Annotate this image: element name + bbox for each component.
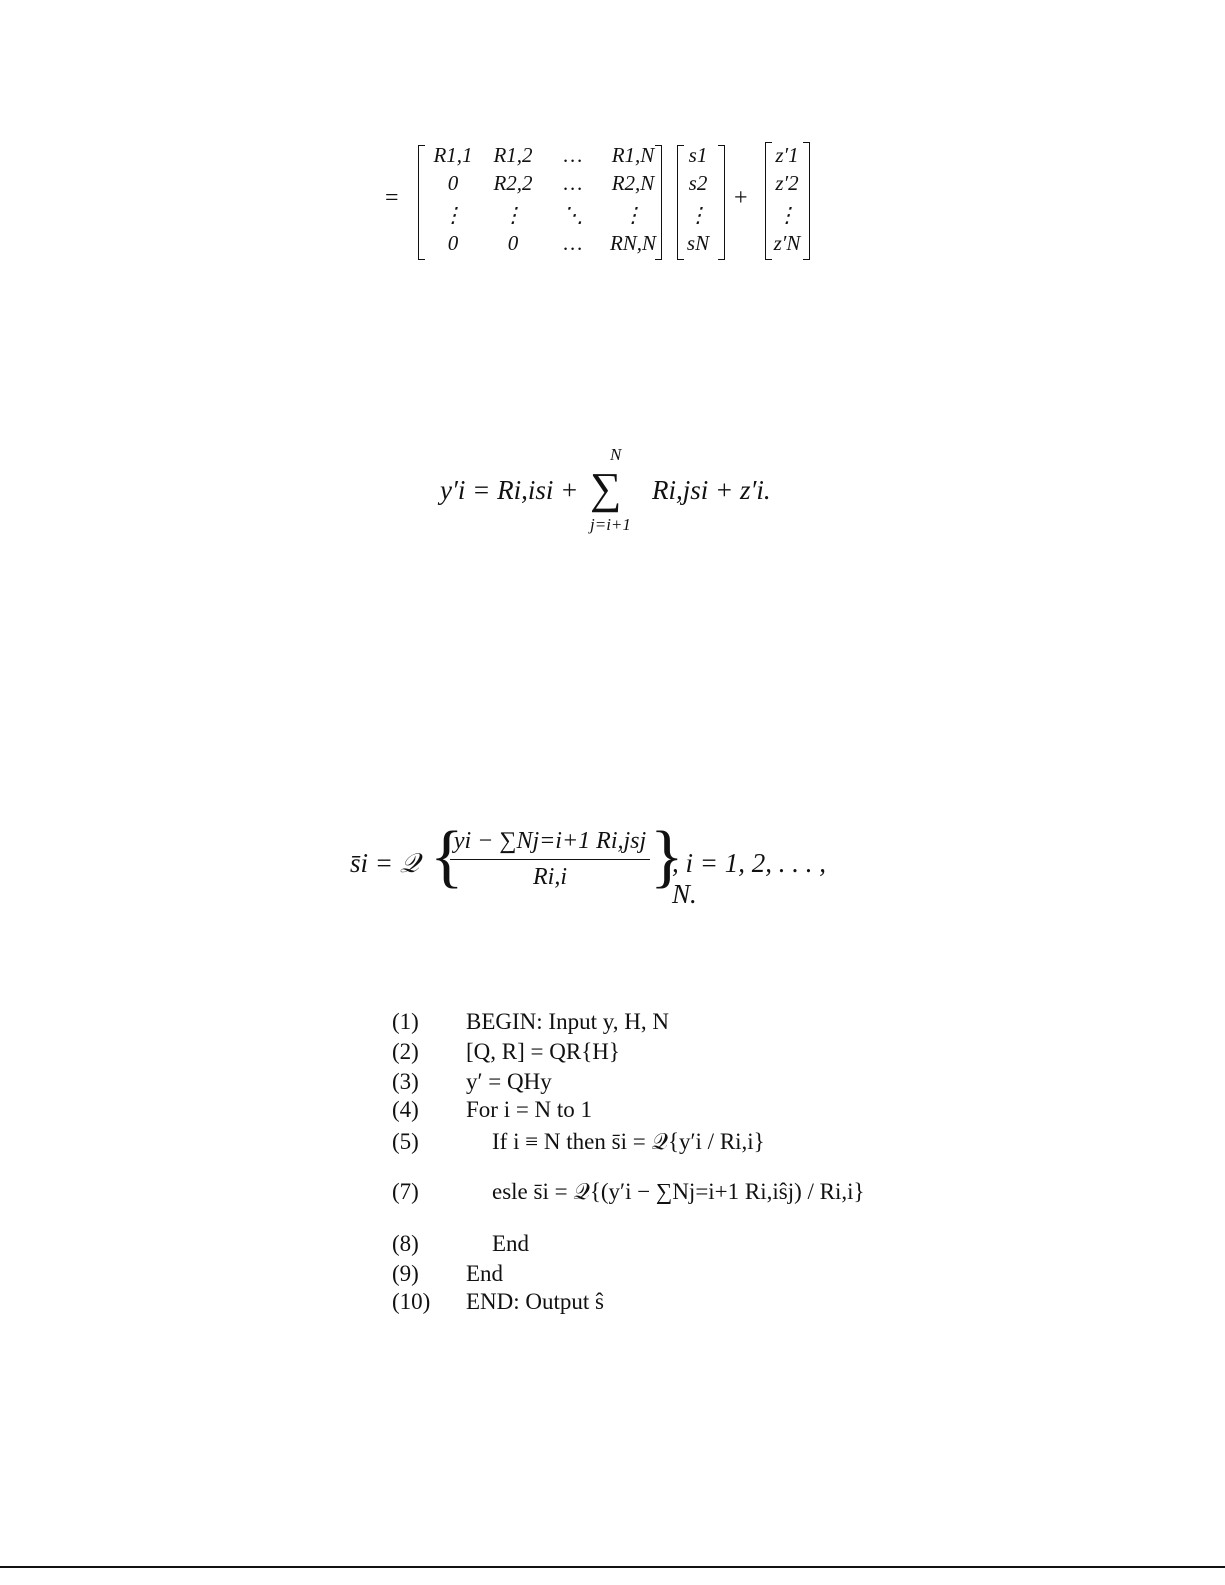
- quantizer-tail: , i = 1, 2, . . . , N.: [672, 848, 826, 909]
- z-vector-cell: z′2: [775, 171, 799, 195]
- algorithm-line-text: BEGIN: Input y, H, N: [466, 1009, 669, 1034]
- summation-symbol: ∑: [590, 464, 622, 513]
- quantizer-numerator: yi − ∑Nj=i+1 Ri,jsj: [450, 828, 650, 860]
- r-matrix-cell: R2,2: [493, 171, 533, 195]
- algorithm-line-number: (4): [392, 1097, 419, 1122]
- sum-equation-lhs: y′i = Ri,isi +: [440, 475, 579, 505]
- sum-equation-rhs: Ri,jsi + z′i.: [652, 475, 771, 505]
- r-matrix-cell: …: [563, 171, 583, 195]
- algorithm-line-number: (8): [392, 1231, 419, 1256]
- r-matrix-cell: R1,1: [433, 143, 473, 167]
- r-matrix-cell: …: [563, 231, 583, 255]
- sum-lower-limit: j=i+1: [590, 515, 631, 534]
- r-matrix-cell: ⋮: [622, 203, 644, 227]
- r-matrix-cell: R1,N: [611, 143, 655, 167]
- r-matrix-cell: RN,N: [609, 231, 657, 255]
- plus-sign: +: [734, 185, 748, 211]
- z-vector-cell: z′N: [773, 231, 801, 255]
- algorithm-line-number: (3): [392, 1069, 419, 1094]
- right-brace-symbol: }: [650, 818, 684, 895]
- s-vector-cell: s2: [688, 171, 708, 195]
- algorithm-line-text: For i = N to 1: [466, 1097, 593, 1122]
- z-vector-cell: z′1: [775, 143, 799, 167]
- algorithm-line-number: (1): [392, 1009, 419, 1034]
- quantizer-lhs: s̄i = 𝒬: [350, 848, 420, 878]
- s-vector-right-bracket: [718, 145, 725, 260]
- z-vector-right-bracket: [803, 142, 810, 260]
- s-vector-cell: s1: [688, 143, 708, 167]
- algorithm-line-number: (7): [392, 1179, 419, 1204]
- r-matrix-cell: ⋮: [442, 203, 464, 227]
- z-vector-cell: ⋮: [776, 203, 798, 227]
- algorithm-line-number: (9): [392, 1261, 419, 1286]
- r-matrix-cell: ⋱: [562, 203, 584, 227]
- sum-upper-limit: N: [610, 445, 622, 464]
- algorithm-line-number: (10): [392, 1289, 431, 1314]
- r-matrix-cell: 0: [507, 231, 519, 255]
- r-matrix-right-bracket: [655, 145, 662, 260]
- r-matrix: [423, 140, 663, 265]
- quantizer-fraction: [450, 828, 650, 891]
- algorithm-line-text: [Q, R] = QR{H}: [466, 1039, 620, 1064]
- r-matrix-cell: R2,N: [611, 171, 655, 195]
- algorithm-line-text: End: [492, 1231, 530, 1256]
- algorithm-line-number: (5): [392, 1129, 419, 1154]
- algorithm-line-text: y′ = QHy: [466, 1069, 552, 1094]
- equals-sign: =: [385, 185, 399, 211]
- algorithm-line-text: End: [466, 1261, 504, 1286]
- left-brace-symbol: {: [430, 818, 464, 895]
- quantizer-equation: [350, 820, 850, 910]
- r-matrix-cell: 0: [447, 231, 459, 255]
- algorithm-listing: [392, 1009, 865, 1332]
- matrix-equation: [385, 140, 815, 265]
- r-matrix-cell: 0: [447, 171, 459, 195]
- algorithm-line-text: If i ≡ N then s̄i = 𝒬{y′i / Ri,i}: [492, 1129, 765, 1154]
- quantizer-denominator: Ri,i: [533, 864, 567, 890]
- algorithm-line-text: END: Output ŝ: [466, 1289, 604, 1314]
- sum-equation: [440, 445, 785, 540]
- s-vector-cell: ⋮: [687, 203, 709, 227]
- algorithm-line-text: esle s̄i = 𝒬{(y′i − ∑Nj=i+1 Ri,iŝj) / Ri,i}: [492, 1179, 865, 1204]
- algorithm-line-number: (2): [392, 1039, 419, 1064]
- r-matrix-cell: ⋮: [502, 203, 524, 227]
- footer-rule: [0, 1566, 1225, 1568]
- s-vector-cell: sN: [686, 231, 710, 255]
- r-matrix-cell: …: [563, 143, 583, 167]
- r-matrix-cell: R1,2: [493, 143, 533, 167]
